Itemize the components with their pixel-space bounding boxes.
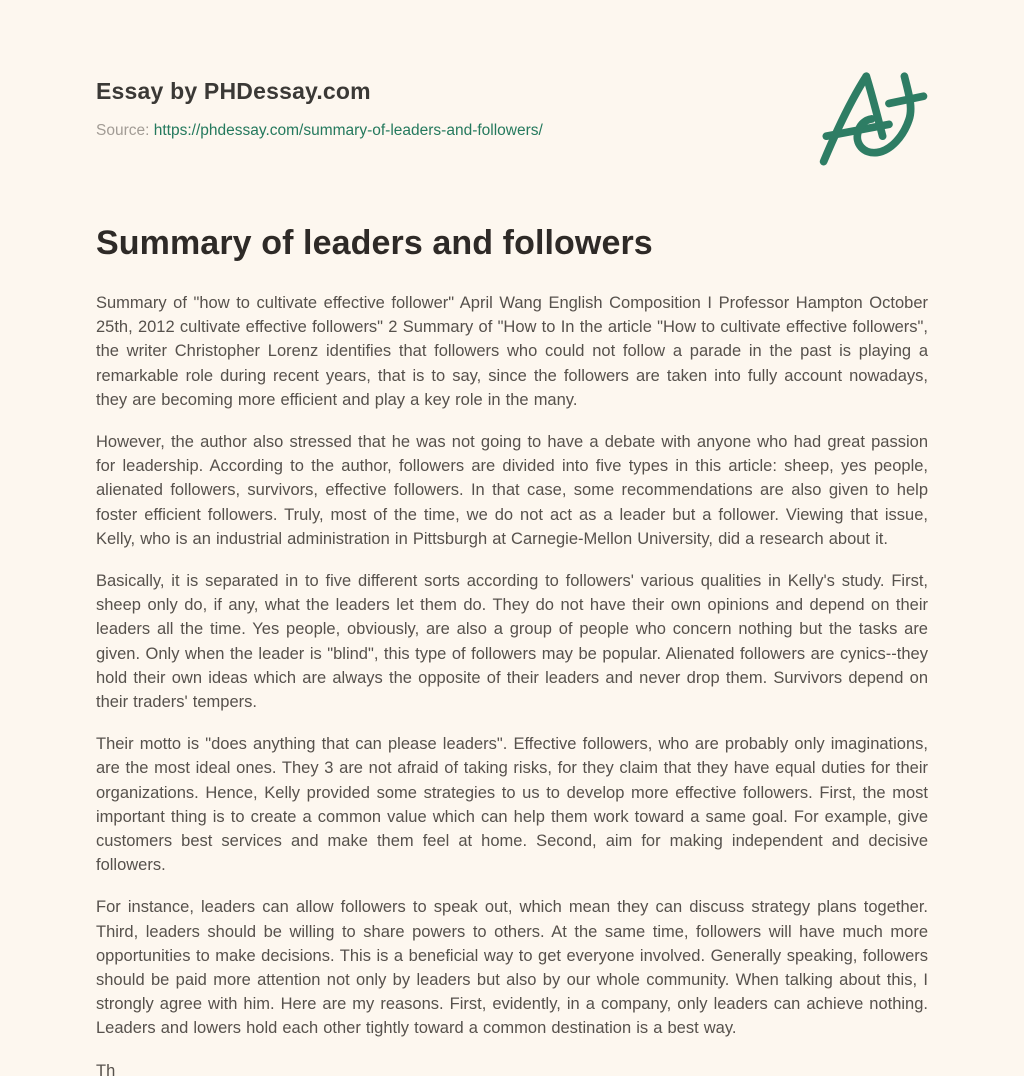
site-title: Essay by PHDessay.com [96,78,371,104]
essay-paragraph: However, the author also stressed that he was not going to have a debate with anyone who had great passion for leadership. According to the author, followers are divided into five types in this article: sheep, yes people, alienated followers, survivors, effective followers. In that case, some recommendations are also given to help foster efficient followers. Truly, most of the time, we do not act as a leader but a follower. Viewing that issue, Kelly, who is an industrial administration in Pittsburgh at Carnegie-Mellon University, did a research about it. [96,433,928,548]
source-label: Source: [96,122,150,139]
a-plus-logo-icon [810,68,928,168]
source-line [96,122,928,140]
essay-body [96,291,928,1076]
a-plus-logo-strokes [824,76,924,161]
essay-paragraph: Basically, it is separated in to five different sorts according to followers' various qualities in Kelly's study. First, sheep only do, if any, what the leaders let them do. They do not have their own opinions and depend on their leaders all the time. Yes people, obviously, are also a group of people who concern nothing but the tasks are given. Only when the leader is "blind", this type of followers may be popular. Alienated followers are cynics--they hold their own ideas which are always the opposite of their leaders and never drop them. Survivors depend on their traders' tempers. [96,572,928,712]
essay-paragraph: Summary of "how to cultivate effective follower" April Wang English Composition I Professor Hampton October 25th, 2012 cultivate effective followers" 2 Summary of "How to In the article "How to cultivate effective followers", the writer Christopher Lorenz identifies that followers who could not follow a parade in the past is playing a remarkable role during recent years, that is to say, since the followers are taken into fully account nowadays, they are becoming more efficient and play a key role in the many. [96,294,928,409]
essay-paragraph: Their motto is "does anything that can please leaders". Effective followers, who are probably only imaginations, are the most ideal ones. They 3 are not afraid of taking risks, for they claim that they have equal duties for their organizations. Hence, Kelly provided some strategies to us to develop more effective followers. First, the most important thing is to create a common value which can help them work toward a same goal. For example, give customers best services and make them feel at home. Second, aim for making independent and decisive followers. [96,735,928,875]
document-header [96,0,928,140]
essay-paragraph: For instance, leaders can allow followers to speak out, which mean they can discuss strategy plans together. Third, leaders should be willing to share powers to others. At the same time, followers will have much more opportunities to make decisions. This is a beneficial way to get everyone involved. Generally speaking, followers should be paid more attention not only by leaders but also by our whole community. When talking about this, I strongly agree with him. Here are my reasons. First, evidently, in a company, only leaders can achieve nothing. Leaders and lowers hold each other tightly toward a common destination is a best way. [96,898,928,1038]
page-title: Summary of leaders and followers [96,224,653,262]
essay-paragraph: Th [96,1061,116,1076]
source-link[interactable]: https://phdessay.com/summary-of-leaders-and-followers/ [153,122,543,139]
